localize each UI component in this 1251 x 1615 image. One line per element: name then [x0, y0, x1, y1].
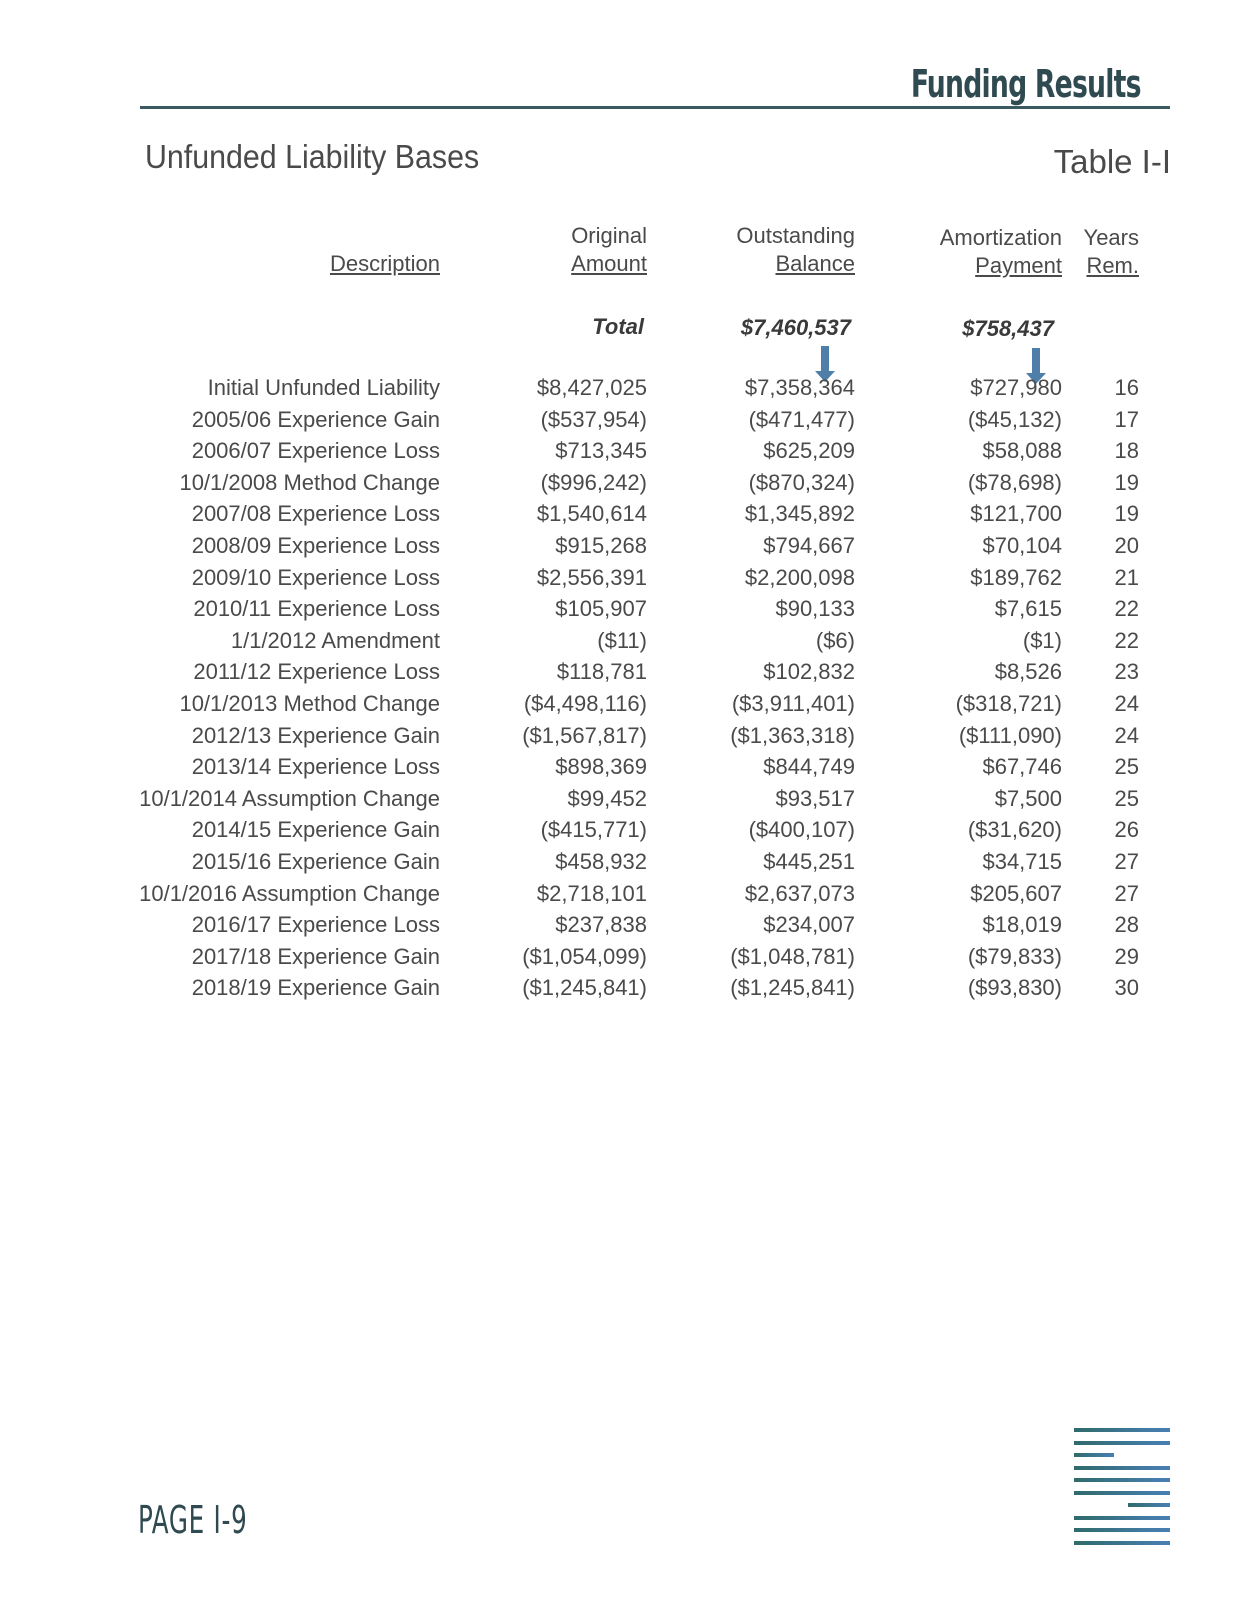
row-original-amount: $99,452 — [567, 785, 647, 811]
row-amortization-payment: ($93,830) — [967, 975, 1062, 1001]
total-amortization-payment: $758,437 — [962, 316, 1054, 341]
row-years-remaining: 21 — [1114, 564, 1139, 590]
row-amortization-payment: $189,762 — [970, 564, 1062, 590]
page-number: PAGE I-9 — [138, 1498, 248, 1542]
row-description: 10/1/2013 Method Change — [179, 691, 440, 716]
row-years-remaining: 19 — [1114, 501, 1139, 527]
row-years-remaining: 22 — [1114, 596, 1139, 622]
row-original-amount: ($415,771) — [540, 817, 647, 843]
row-description: 2015/16 Experience Gain — [191, 849, 440, 874]
row-amortization-payment: $205,607 — [970, 880, 1062, 906]
row-original-amount: $713,345 — [555, 438, 647, 464]
row-original-amount: $237,838 — [555, 912, 647, 938]
row-description: 2008/09 Experience Loss — [191, 533, 440, 558]
row-outstanding-balance: $794,667 — [763, 533, 855, 558]
row-amortization-payment: $7,615 — [994, 596, 1062, 622]
row-amortization-payment: $70,104 — [982, 533, 1062, 558]
row-original-amount: $105,907 — [555, 596, 647, 622]
row-original-amount: $898,369 — [555, 754, 647, 780]
row-description: 2007/08 Experience Loss — [191, 501, 440, 527]
row-amortization-payment: ($111,090) — [958, 722, 1062, 748]
column-header-description: Description — [329, 251, 440, 276]
row-outstanding-balance: $445,251 — [763, 849, 855, 874]
row-outstanding-balance: $234,007 — [763, 912, 855, 938]
row-outstanding-balance: $90,133 — [775, 596, 855, 622]
section-title: Funding Results — [911, 62, 1141, 106]
row-amortization-payment: $58,088 — [982, 438, 1062, 464]
row-amortization-payment: $7,500 — [994, 785, 1062, 811]
row-years-remaining: 25 — [1114, 785, 1139, 811]
row-description: 2006/07 Experience Loss — [191, 438, 440, 464]
row-years-remaining: 19 — [1114, 469, 1139, 495]
row-years-remaining: 26 — [1114, 817, 1139, 843]
row-description: 10/1/2014 Assumption Change — [139, 785, 440, 811]
row-years-remaining: 30 — [1114, 975, 1139, 1001]
total-outstanding-balance: $7,460,537 — [740, 315, 851, 340]
row-years-remaining: 20 — [1114, 533, 1139, 558]
row-years-remaining: 23 — [1114, 659, 1139, 685]
row-description: 2013/14 Experience Loss — [191, 754, 440, 780]
row-description: 2017/18 Experience Gain — [191, 943, 440, 969]
striped-s-logo-icon — [1074, 1428, 1170, 1554]
row-outstanding-balance: $102,832 — [763, 659, 855, 685]
row-amortization-payment: $121,700 — [970, 501, 1062, 527]
page-title: Unfunded Liability Bases — [145, 138, 480, 175]
row-original-amount: $118,781 — [556, 659, 647, 685]
row-amortization-payment: $18,019 — [982, 912, 1062, 938]
row-years-remaining: 24 — [1114, 722, 1139, 748]
row-original-amount: ($4,498,116) — [523, 691, 647, 716]
row-original-amount: ($11) — [597, 627, 647, 653]
row-original-amount: $458,932 — [555, 849, 647, 874]
row-outstanding-balance: ($1,363,318) — [730, 722, 855, 748]
row-years-remaining: 22 — [1114, 627, 1139, 653]
row-original-amount: ($1,054,099) — [522, 943, 647, 969]
header-rule — [140, 106, 1170, 109]
row-years-remaining: 29 — [1114, 943, 1139, 969]
row-description: 10/1/2008 Method Change — [179, 469, 440, 495]
row-outstanding-balance: ($1,048,781) — [730, 943, 855, 969]
row-amortization-payment: ($318,721) — [955, 691, 1062, 716]
row-outstanding-balance: ($3,911,401) — [731, 691, 855, 716]
row-years-remaining: 24 — [1114, 691, 1139, 716]
row-outstanding-balance: $7,358,364 — [744, 375, 855, 400]
total-label: Total — [592, 314, 644, 339]
row-description: 2005/06 Experience Gain — [191, 406, 440, 432]
row-outstanding-balance: $2,200,098 — [744, 564, 855, 590]
row-amortization-payment: ($31,620) — [967, 817, 1062, 843]
row-original-amount: $8,427,025 — [536, 375, 647, 400]
row-years-remaining: 18 — [1114, 438, 1139, 464]
row-description: 2016/17 Experience Loss — [191, 912, 440, 938]
row-amortization-payment: ($78,698) — [967, 469, 1062, 495]
row-amortization-payment: ($79,833) — [967, 943, 1062, 969]
column-header-outstanding: Outstanding Balance — [736, 223, 855, 276]
row-outstanding-balance: $844,749 — [763, 754, 855, 780]
table-label: Table I-I — [1053, 143, 1171, 180]
row-original-amount: ($1,245,841) — [522, 975, 647, 1001]
row-years-remaining: 17 — [1114, 406, 1139, 432]
row-amortization-payment: ($1) — [1022, 627, 1062, 653]
row-outstanding-balance: $2,637,073 — [744, 880, 855, 906]
row-description: 2012/13 Experience Gain — [191, 722, 440, 748]
row-years-remaining: 27 — [1114, 880, 1139, 906]
row-outstanding-balance: ($400,107) — [748, 817, 855, 843]
row-amortization-payment: $67,746 — [982, 754, 1062, 780]
column-header-original: Original Amount — [571, 223, 647, 276]
down-arrow-icon — [821, 346, 829, 372]
row-description: 10/1/2016 Assumption Change — [139, 880, 440, 906]
row-description: 2011/12 Experience Loss — [193, 659, 440, 685]
row-original-amount: $2,556,391 — [536, 564, 647, 590]
row-outstanding-balance: ($1,245,841) — [730, 975, 855, 1001]
row-outstanding-balance: $1,345,892 — [744, 501, 855, 527]
row-outstanding-balance: $93,517 — [775, 785, 855, 811]
row-original-amount: ($537,954) — [540, 406, 647, 432]
row-outstanding-balance: ($870,324) — [748, 469, 855, 495]
row-amortization-payment: $8,526 — [994, 659, 1062, 685]
row-years-remaining: 25 — [1114, 754, 1139, 780]
row-years-remaining: 16 — [1114, 375, 1139, 400]
row-amortization-payment: $727,980 — [970, 375, 1062, 400]
row-original-amount: $915,268 — [555, 533, 647, 558]
row-original-amount: ($1,567,817) — [522, 722, 647, 748]
row-amortization-payment: $34,715 — [982, 849, 1062, 874]
row-description: 2010/11 Experience Loss — [193, 596, 440, 622]
row-years-remaining: 28 — [1114, 912, 1139, 938]
row-amortization-payment: ($45,132) — [967, 406, 1062, 432]
row-description: 2018/19 Experience Gain — [191, 975, 440, 1001]
row-outstanding-balance: ($6) — [815, 627, 855, 653]
column-header-amortization: Amortization Payment — [939, 225, 1062, 278]
column-header-years: Years Rem. — [1083, 225, 1139, 278]
row-description: 2014/15 Experience Gain — [191, 817, 440, 843]
row-original-amount: $1,540,614 — [536, 501, 647, 527]
row-description: 2009/10 Experience Loss — [191, 564, 440, 590]
row-outstanding-balance: ($471,477) — [748, 406, 855, 432]
row-years-remaining: 27 — [1114, 849, 1139, 874]
row-outstanding-balance: $625,209 — [763, 438, 855, 464]
row-description: 1/1/2012 Amendment — [230, 627, 440, 653]
row-original-amount: $2,718,101 — [536, 880, 647, 906]
row-original-amount: ($996,242) — [540, 469, 647, 495]
row-description: Initial Unfunded Liability — [207, 375, 440, 400]
down-arrow-icon — [1032, 348, 1040, 374]
